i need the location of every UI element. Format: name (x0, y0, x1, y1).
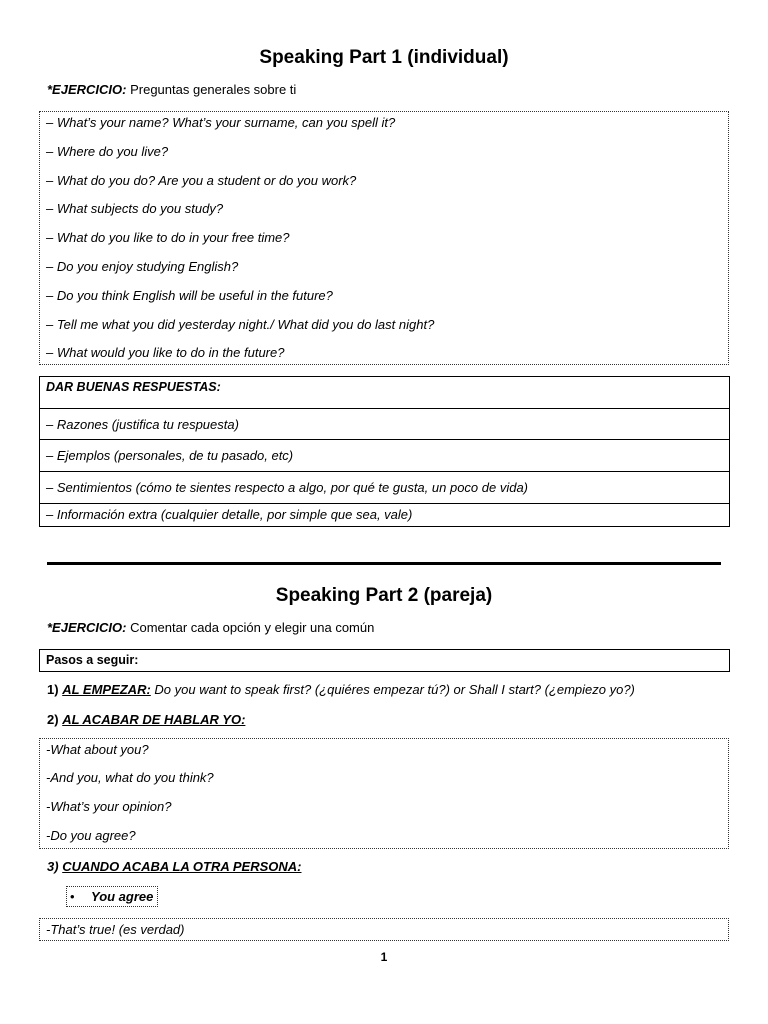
question-item: – What subjects do you study? (46, 201, 224, 216)
part1-exercise-tag: *EJERCICIO: (47, 82, 127, 97)
step-2 (47, 712, 245, 727)
step-3-number: 3) (47, 859, 59, 874)
part2-exercise (47, 620, 374, 635)
phrase-item: -What’s your opinion? (46, 799, 172, 814)
tips-row (40, 439, 729, 472)
agree-phrases-box (39, 918, 729, 941)
step-3 (47, 859, 301, 874)
tips-header: DAR BUENAS RESPUESTAS: (46, 380, 221, 394)
phrase-item: -And you, what do you think? (46, 770, 214, 785)
part1-exercise (47, 82, 296, 97)
step-1 (47, 682, 635, 697)
part2-exercise-text: Comentar cada opción y elegir una común (130, 620, 375, 635)
tips-table (39, 376, 730, 527)
tips-row (40, 503, 729, 528)
question-item: – What do you do? Are you a student or do you work? (46, 173, 357, 188)
tips-item: – Ejemplos (personales, de tu pasado, etc) (46, 448, 294, 463)
step-3-label: CUANDO ACABA LA OTRA PERSONA: (62, 859, 302, 874)
tips-row (40, 408, 729, 440)
step-1-number: 1) (47, 682, 59, 697)
tips-item: – Razones (justifica tu respuesta) (46, 417, 239, 432)
agree-phrase: -That’s true! (es verdad) (46, 922, 185, 937)
page-number: 1 (380, 950, 388, 964)
phrases-box (39, 738, 729, 849)
questions-box (39, 111, 729, 365)
question-item: – Tell me what you did yesterday night./ What did you do last night? (46, 317, 435, 332)
step-2-label: AL ACABAR DE HABLAR YO: (62, 712, 246, 727)
section-divider (47, 562, 721, 565)
phrase-item: -Do you agree? (46, 828, 136, 843)
you-agree-box (66, 886, 158, 907)
question-item: – What would you like to do in the future? (46, 345, 285, 360)
steps-header: Pasos a seguir: (46, 653, 139, 667)
question-item: – What’s your name? What’s your surname, can you spell it? (46, 115, 396, 130)
part1-title: Speaking Part 1 (individual) (259, 47, 509, 68)
question-item: – What do you like to do in your free time? (46, 230, 290, 245)
step-1-text: Do you want to speak first? (¿quiéres empezar tú?) or Shall I start? (¿empiezo yo?) (150, 682, 635, 697)
question-item: – Do you enjoy studying English? (46, 259, 239, 274)
tips-item: – Información extra (cualquier detalle, por simple que sea, vale) (46, 507, 413, 522)
part1-exercise-text: Preguntas generales sobre ti (130, 82, 297, 97)
you-agree-label: You agree (91, 889, 154, 904)
step-1-label: AL EMPEZAR: (62, 682, 151, 697)
part2-title: Speaking Part 2 (pareja) (275, 585, 493, 606)
tips-item: – Sentimientos (cómo te sientes respecto a algo, por qué te gusta, un poco de vida) (46, 480, 529, 495)
question-item: – Do you think English will be useful in the future? (46, 288, 333, 303)
step-2-number: 2) (47, 712, 59, 727)
phrase-item: -What about you? (46, 742, 149, 757)
steps-header-box (39, 649, 730, 672)
question-item: – Where do you live? (46, 144, 169, 159)
tips-row (40, 471, 729, 504)
part2-exercise-tag: *EJERCICIO: (47, 620, 127, 635)
bullet: • (70, 889, 75, 904)
